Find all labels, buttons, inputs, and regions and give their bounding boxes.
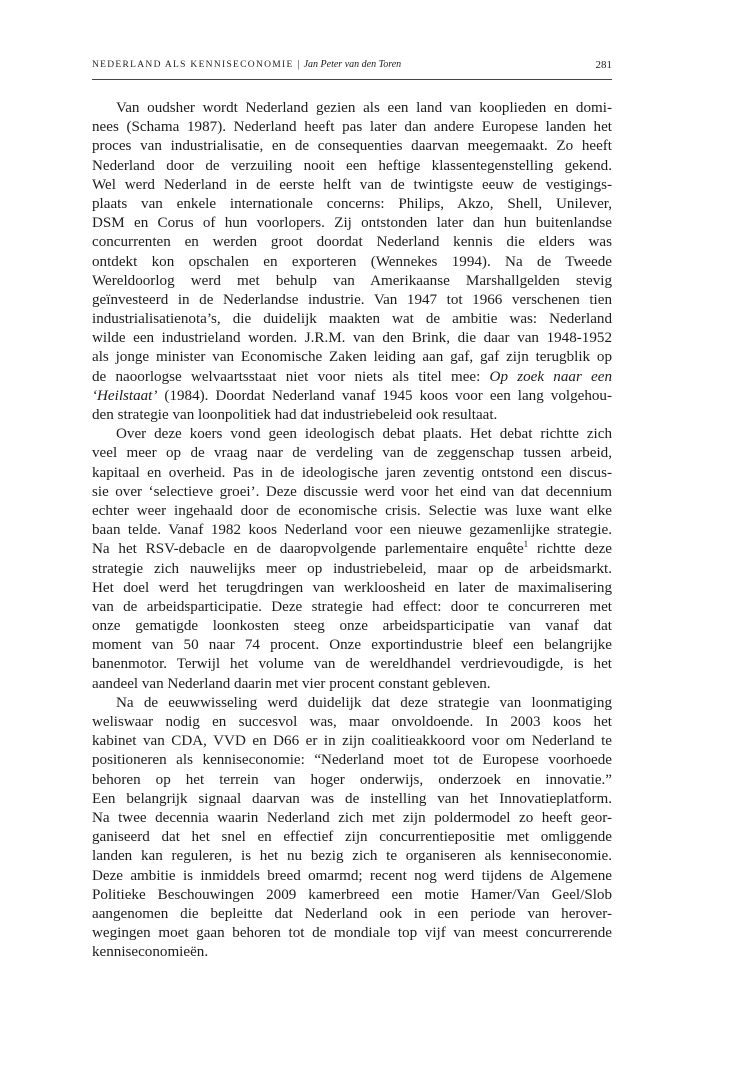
text-line: banenmotor. Terwijl het volume van de wereldhandel verdrievoudigde, is het <box>92 656 612 673</box>
header-separator: | <box>297 59 300 70</box>
text-run: richtte deze <box>528 541 612 558</box>
text-line: weliswaar nodig en succesvol was, maar onvoldoende. In 2003 koos het <box>92 714 612 730</box>
text-line: Van oudsher wordt Nederland gezien als een land van kooplieden en domi- <box>116 100 612 116</box>
text-line: als jonge minister van Economische Zaken leiding aan gaf, gaf zijn terugblik op <box>92 349 612 366</box>
text-line: Deze ambitie is inmiddels breed omarmd; recent nog werd tijdens de Algemene <box>92 867 612 884</box>
text-line: Na twee decennia waarin Nederland zich met zijn poldermodel zo heeft geor- <box>92 809 612 826</box>
body-text <box>92 99 612 962</box>
text-line: wilde een industrieland worden. J.R.M. van den Brink, die daar van 1948-1952 <box>92 330 612 347</box>
text-line <box>92 540 612 559</box>
text-line: proces van industrialisatie, en de consequenties daarvan meegemaakt. Zo heeft <box>92 138 612 155</box>
running-header <box>92 57 612 73</box>
text-line: moment van 50 naar 74 procent. Onze exportindustrie bleef een belangrijke <box>92 637 612 654</box>
text-line: echter weer ingehaald door de economische crisis. Selectie was luxe want elke <box>92 502 612 519</box>
text-line: Wereldoorlog werd met behulp van Amerikaanse Marshallgelden stevig <box>92 272 612 289</box>
text-line: Politieke Beschouwingen 2009 kamerbreed een motie Hamer/Van Geel/Slob <box>92 886 612 903</box>
text-line: concurrenten en werden groot doordat Nederland kennis die elders was <box>92 234 612 251</box>
header-rule <box>92 79 612 80</box>
paragraph-3 <box>92 694 612 963</box>
text-line: Over deze koers vond geen ideologisch debat plaats. Het debat richtte zich <box>116 426 612 443</box>
text-line: van de arbeidsparticipatie. Deze strategie had effect: door te concurreren met <box>92 598 612 615</box>
running-title: NEDERLAND ALS KENNISECONOMIE <box>92 60 294 70</box>
text-line: behoren op het terrein van hoger onderwijs, onderzoek en innovatie.” <box>92 771 612 788</box>
paragraph-2 <box>92 425 612 694</box>
text-line <box>92 368 612 387</box>
text-line: kenniseconomieën. <box>92 944 209 961</box>
book-title: ‘Heilstaat’ <box>92 387 158 404</box>
text-line: geïnvesteerd in de Nederlandse industrie. Van 1947 tot 1966 verschenen tien <box>92 291 612 308</box>
text-line: kapitaal en overheid. Pas in de ideologische jaren zeventig ontstond een discus- <box>92 464 612 481</box>
text-line: Nederland door de verzuiling nooit een heftige klassentegenstelling gekend. <box>92 157 612 174</box>
text-line: ontdekt kon opschalen en exporteren (Wennekes 1994). Na de Tweede <box>92 253 612 270</box>
text-line: Het doel werd het terugdringen van werkloosheid en later de maximalisering <box>92 579 612 596</box>
text-line: Een belangrijk signaal daarvan was de instelling van het Innovatieplatform. <box>92 790 612 807</box>
text-line: kabinet van CDA, VVD en D66 er in zijn coalitieakkoord voor om Nederland te <box>92 733 612 750</box>
text-line <box>92 387 612 406</box>
text-line: onze gematigde loonkosten steeg onze arbeidsparticipatie van vanaf dat <box>92 618 612 635</box>
text-line: Wel werd Nederland in de eerste helft van de twintigste eeuw de vestigings- <box>92 176 612 193</box>
text-line: industrialisatienota’s, die duidelijk maakten wat de ambitie was: Nederland <box>92 311 612 328</box>
author-name: Jan Peter van den Toren <box>303 59 402 70</box>
text-line: landen kan reguleren, is het nu bezig zich te organiseren als kenniseconomie. <box>92 848 612 865</box>
paragraph-1 <box>92 99 612 425</box>
text-line: aandeel van Nederland daarin met vier procent constant gebleven. <box>92 675 491 692</box>
text-line: aangenomen die bepleitte dat Nederland ook in een periode van herover- <box>92 905 612 922</box>
text-line: DSM en Corus of hun voorlopers. Zij ontstonden later dan hun buitenlandse <box>92 215 612 232</box>
text-line: positioneren als kenniseconomie: “Nederland moet tot de Europese voorhoede <box>92 752 612 769</box>
book-title: Op zoek naar een <box>489 368 613 385</box>
footnote-marker[interactable]: 1 <box>523 539 529 550</box>
text-line: nees (Schama 1987). Nederland heeft pas later dan andere Europese landen het <box>92 119 612 136</box>
text-line: baan telde. Vanaf 1982 koos Nederland voor een nieuwe gezamenlijke strategie. <box>92 522 612 539</box>
text-line: veel meer op de vraag naar de verdeling van de zeggenschap tussen arbeid, <box>92 445 612 462</box>
text-run: de naoorlogse welvaartsstaat niet voor niets als titel mee: <box>92 368 490 385</box>
text-line: strategie zich nauwelijks meer op industriebeleid, maar op de arbeidsmarkt. <box>92 560 612 577</box>
text-line: sie over ‘selectieve groei’. Deze discussie werd voor het eind van dat decennium <box>92 483 612 500</box>
text-run: Na het RSV-debacle en de daaropvolgende parlementaire enquête <box>92 541 524 558</box>
text-line: Na de eeuwwisseling werd duidelijk dat deze strategie van loonmatiging <box>116 694 612 711</box>
text-line: ganiseerd dat het snel en effectief zijn concurrentiepositie met omliggende <box>92 829 612 846</box>
text-run: (1984). Doordat Nederland vanaf 1945 koos voor een lang volgehou- <box>157 387 612 404</box>
page-number: 281 <box>595 59 612 71</box>
text-line: den strategie van loonpolitiek had dat industriebeleid ook resultaat. <box>92 407 498 423</box>
text-line: wegingen moet gaan behoren tot de mondiale top vijf van meest concurrerende <box>92 925 612 942</box>
text-line: plaats van enkele internationale concerns: Philips, Akzo, Shell, Unilever, <box>92 195 612 212</box>
